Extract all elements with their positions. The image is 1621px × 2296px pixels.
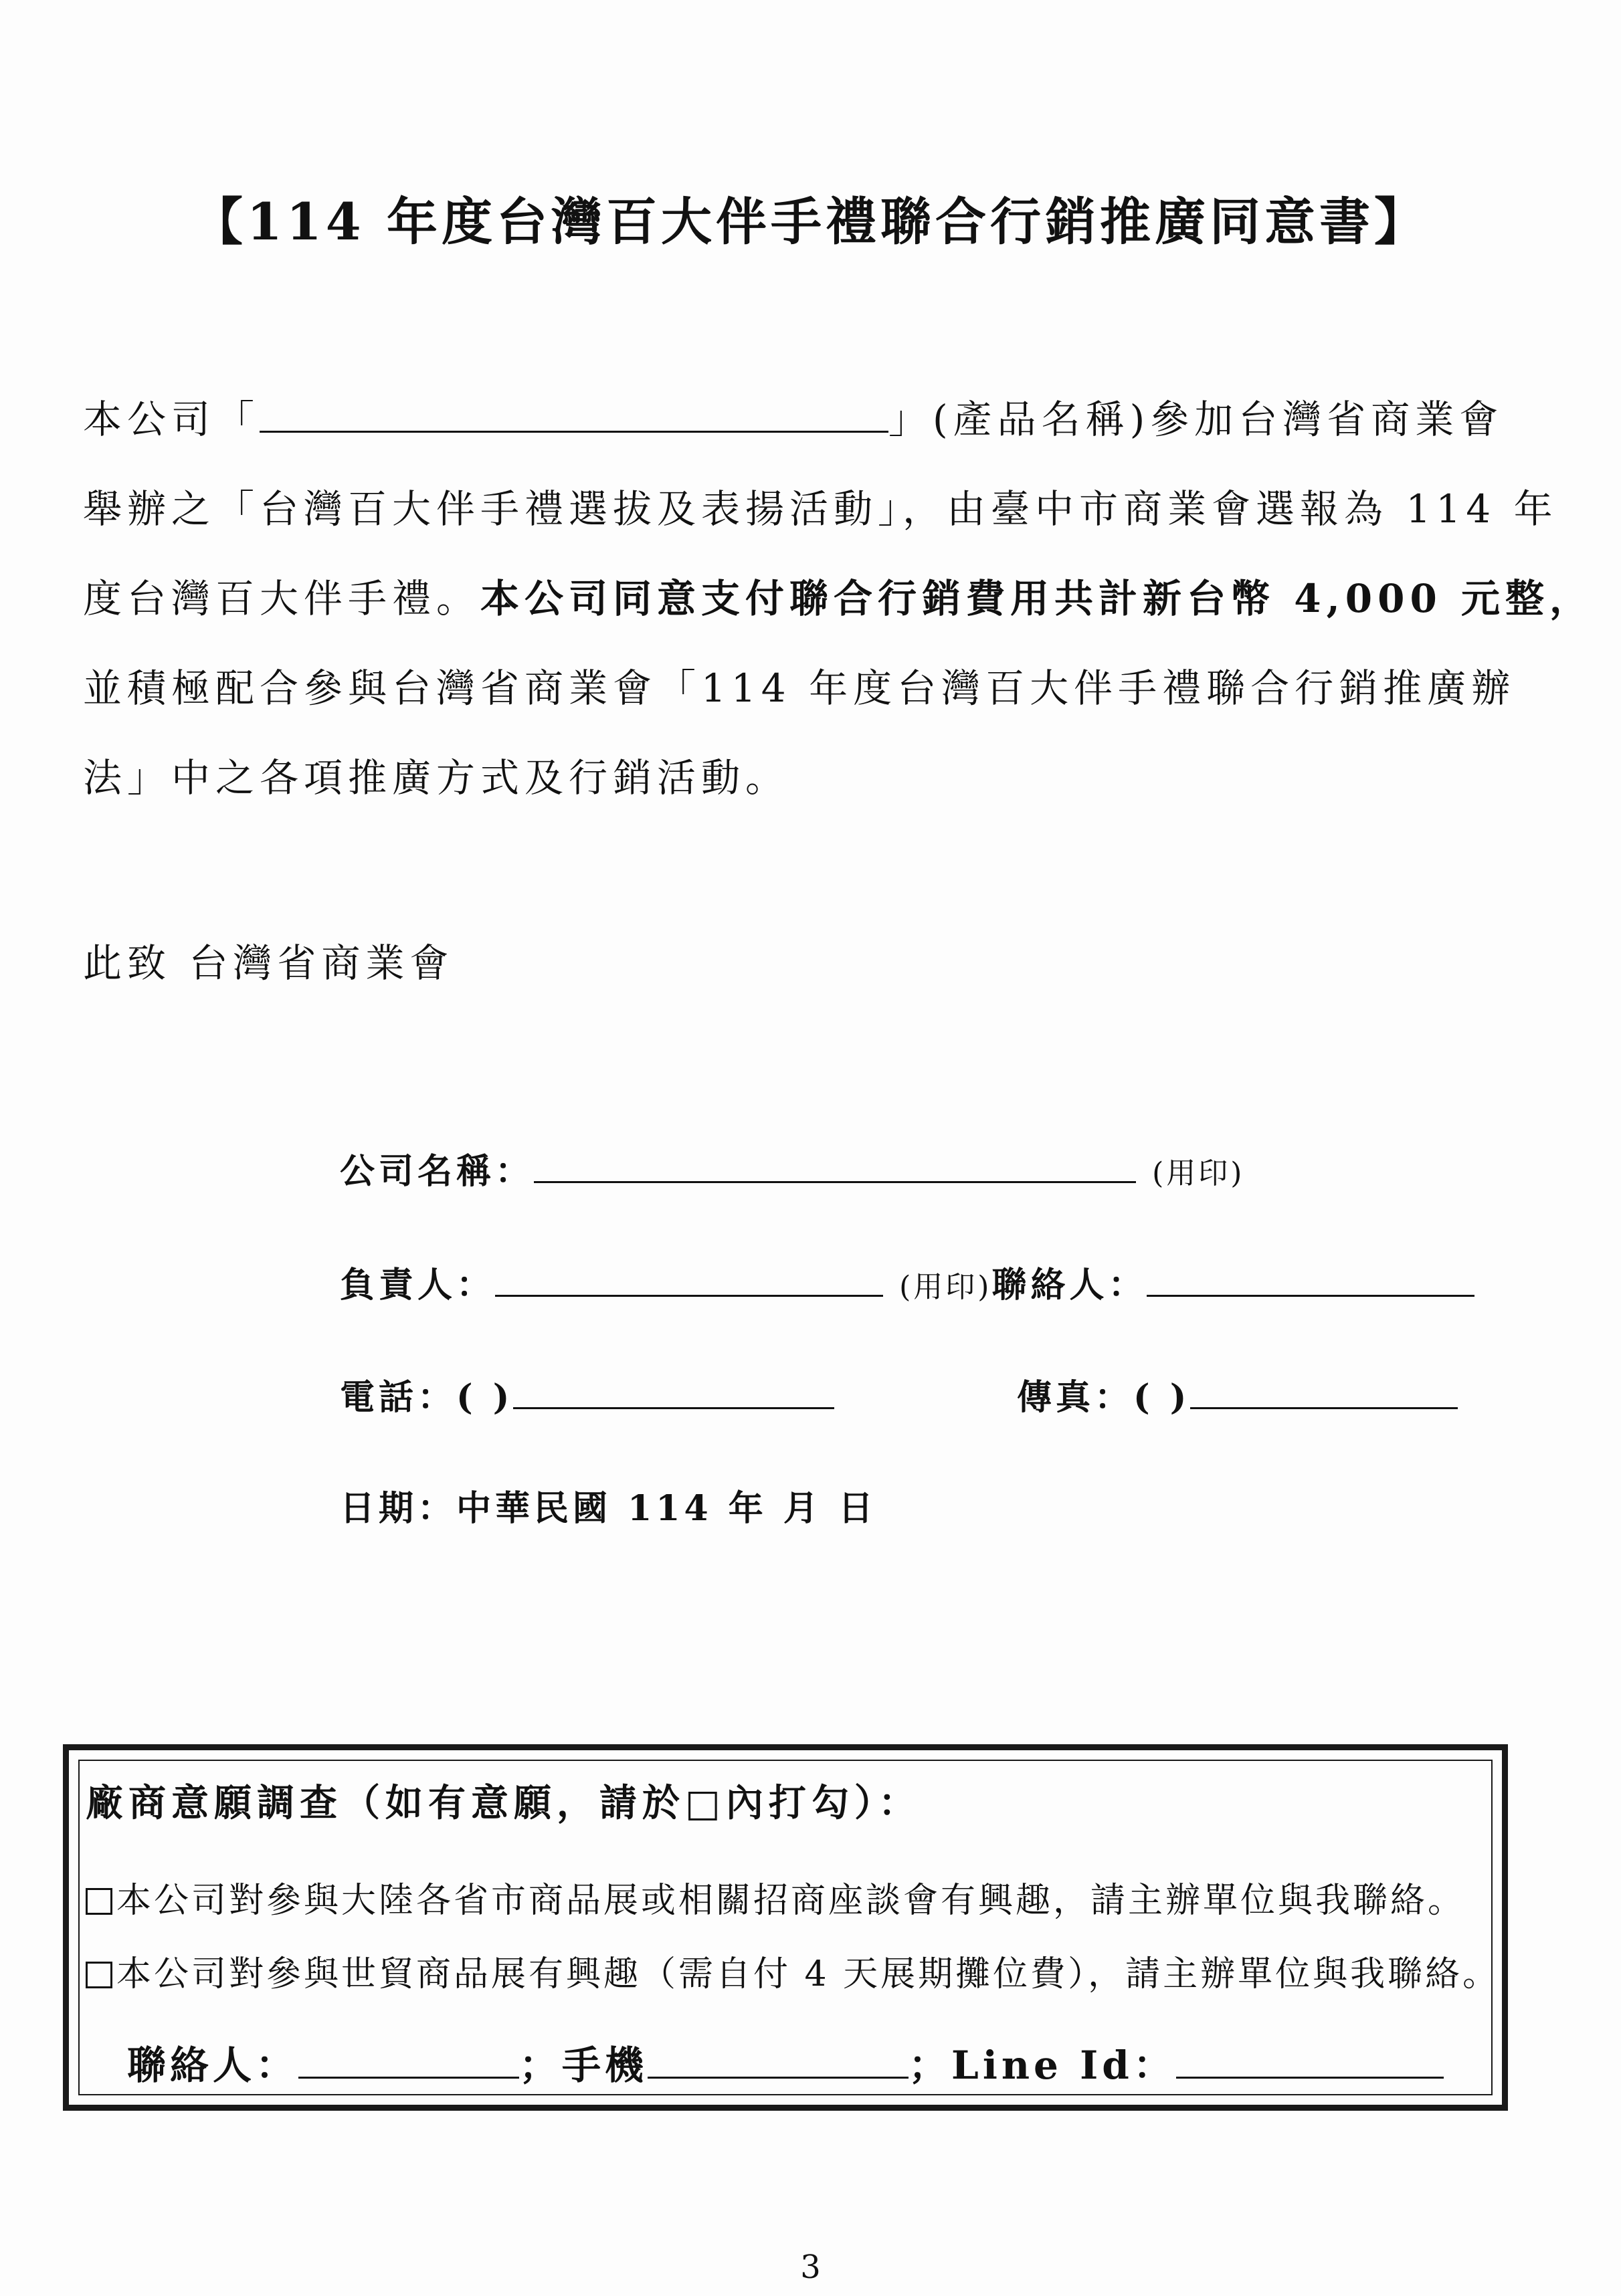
fax-row <box>1017 1371 1458 1425</box>
survey-option-2 <box>86 1948 1500 2001</box>
fax-label: 傳真：( ) <box>1017 1377 1191 1418</box>
fax-field[interactable] <box>1190 1371 1458 1409</box>
survey-line-id-field[interactable] <box>1176 2041 1444 2079</box>
paragraph-line-1 <box>83 375 1504 464</box>
owner-contact-row <box>340 1259 1474 1314</box>
survey-contact-row <box>127 2039 1444 2092</box>
line1-prefix: 本公司「 <box>83 397 260 442</box>
contact-person-field[interactable] <box>1147 1259 1474 1297</box>
line1-suffix: 」(產品名稱)參加台灣省商業會 <box>888 397 1504 442</box>
paragraph-line-2: 舉辦之「台灣百大伴手禮選拔及表揚活動」，由臺中市商業會選報為 114 年 <box>83 486 1558 532</box>
option-2-text: 本公司對參與世貿商品展有興趣（需自付 4 天展期攤位費），請主辦單位與我聯絡。 <box>116 1954 1501 1994</box>
company-stamp-label: (用印) <box>1152 1156 1245 1190</box>
survey-mobile-field[interactable] <box>648 2041 909 2079</box>
paragraph-line-5: 法」中之各項推廣方式及行銷活動。 <box>83 755 790 801</box>
product-name-field[interactable] <box>260 395 888 433</box>
owner-label: 負責人： <box>340 1265 496 1306</box>
survey-mobile-label: ；手機 <box>519 2043 648 2088</box>
survey-line-id-label: ；Line Id： <box>909 2043 1176 2088</box>
checkbox-option-1[interactable] <box>86 1888 112 1915</box>
line3-normal: 度台灣百大伴手禮。 <box>83 576 481 621</box>
company-name-label: 公司名稱： <box>340 1151 535 1192</box>
date-row: 日期：中華民國 114 年 月 日 <box>340 1488 877 1529</box>
phone-field[interactable] <box>513 1371 834 1409</box>
contact-person-label: 聯絡人： <box>991 1265 1147 1306</box>
survey-contact-field[interactable] <box>298 2041 519 2079</box>
page-title: 【114 年度台灣百大伴手禮聯合行銷推廣同意書】 <box>191 192 1430 251</box>
survey-option-1 <box>86 1874 1465 1927</box>
paragraph-line-3 <box>83 554 1594 643</box>
consent-paragraph <box>83 375 1594 823</box>
closing-salutation: 此致 台灣省商業會 <box>83 940 454 986</box>
survey-contact-label: 聯絡人： <box>127 2043 299 2088</box>
survey-heading: 廠商意願調查（如有意願，請於□內打勾）： <box>86 1781 921 1825</box>
owner-stamp-label: (用印) <box>899 1270 992 1304</box>
fee-statement: 本公司同意支付聯合行銷費用共計新台幣 4,000 元整， <box>480 576 1594 621</box>
phone-row <box>340 1371 834 1425</box>
owner-field[interactable] <box>495 1259 883 1297</box>
option-1-text: 本公司對參與大陸各省市商品展或相關招商座談會有興趣，請主辦單位與我聯絡。 <box>116 1881 1466 1921</box>
page-number: 3 <box>800 2249 821 2286</box>
paragraph-line-4: 並積極配合參與台灣省商業會「114 年度台灣百大伴手禮聯合行銷推廣辦 <box>83 665 1516 711</box>
company-name-row <box>340 1145 1244 1201</box>
phone-label: 電話：( ) <box>340 1377 514 1418</box>
company-name-field[interactable] <box>534 1145 1136 1183</box>
checkbox-option-2[interactable] <box>86 1962 112 1988</box>
